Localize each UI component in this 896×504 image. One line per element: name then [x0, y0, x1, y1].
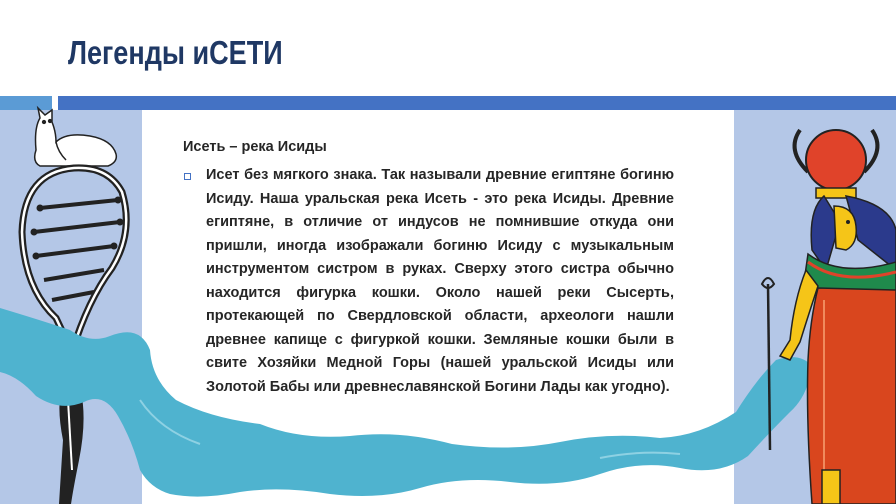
page-title: Легенды иСЕТИ — [68, 34, 283, 71]
bullet-square-icon — [184, 173, 191, 180]
slide-heading: Исеть – река Исиды — [183, 139, 327, 155]
goddess-isis-icon — [762, 130, 896, 504]
slide-paragraph: Исет без мягкого знака. Так называли древние египтяне богиню Исиду. Наша уральская река Исеть - это река Исиды. Древние египтяне, в отличие от индусов не помнившие откуда они пришли, иногда изображали богиню Исиду с музыкальным инструментом систром в руках. Сверху этого систра обычно находится фигурка кошки. Около нашей реки Сысерть, протекающей по Свердловской области, археологи нашли древнее капище с фигуркой кошки. Земляные кошки были в свите Хозяйки Медной Горы (нашей уральской Исиды или Золотой Бабы или древнеславянской Богини Лады как угодно). — [206, 167, 674, 395]
